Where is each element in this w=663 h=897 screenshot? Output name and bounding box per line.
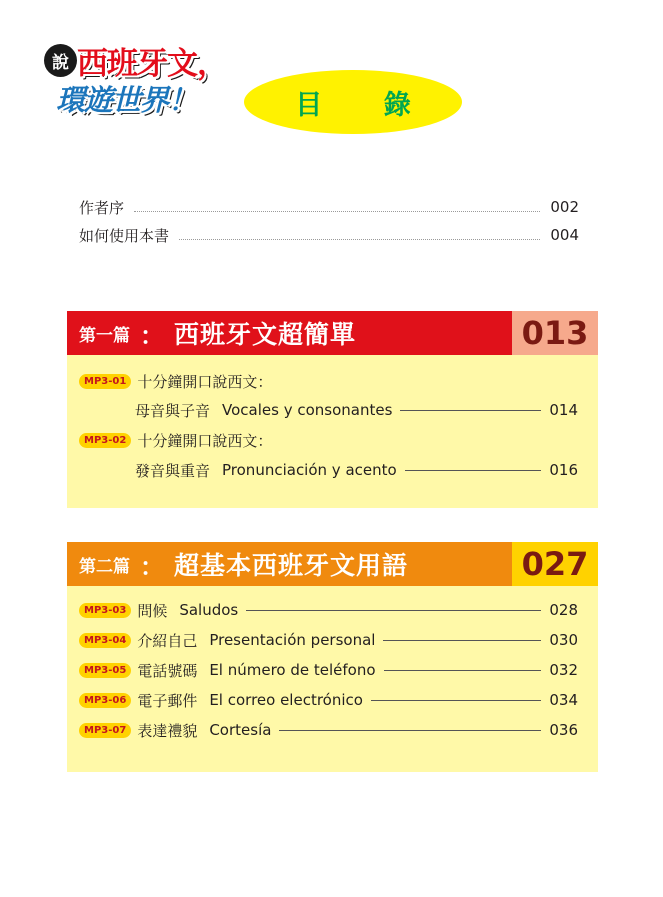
entry-title-es: Saludos — [179, 601, 239, 619]
section-header[interactable] — [67, 311, 598, 355]
leader-line — [279, 730, 541, 731]
entry-title-zh: 電子郵件 — [137, 691, 198, 710]
toc-entry[interactable] — [79, 688, 578, 712]
toc-label: 作者序 — [79, 198, 125, 217]
logo-badge: 說 — [44, 44, 77, 77]
toc-entry[interactable] — [79, 628, 578, 652]
leader-line — [405, 470, 542, 471]
section-title-bar — [67, 311, 512, 355]
entry-page-number: 032 — [549, 661, 578, 679]
logo-line-2: 環遊世界！ — [56, 83, 197, 117]
logo-line-1: 西班牙文， — [77, 46, 227, 82]
entry-page-number: 030 — [549, 631, 578, 649]
toc-entry[interactable] — [79, 458, 578, 482]
mp3-track-badge: MP3-02 — [79, 433, 131, 448]
entry-title-zh: 介紹自己 — [137, 631, 198, 650]
toc-entry[interactable] — [79, 658, 578, 682]
section-header[interactable] — [67, 542, 598, 586]
section-name: 西班牙文超簡單 — [174, 320, 357, 349]
book-logo — [44, 36, 244, 120]
section-name: 超基本西班牙文用語 — [174, 551, 409, 580]
entry-title-es: Pronunciación y acento — [222, 461, 397, 479]
page-title: 目 錄 — [295, 89, 437, 121]
entry-title-zh: 十分鐘開口說西文： — [137, 431, 273, 450]
section-title-bar — [67, 542, 512, 586]
dot-leader — [134, 211, 540, 212]
entry-page-number: 034 — [549, 691, 578, 709]
entry-title-es: El correo electrónico — [209, 691, 363, 709]
toc-entry[interactable] — [79, 398, 578, 422]
section-part-label: 第一篇 — [79, 325, 130, 346]
mp3-track-badge: MP3-04 — [79, 633, 131, 648]
entry-title-zh: 問候 — [137, 601, 168, 620]
entry-title-zh: 電話號碼 — [137, 661, 198, 680]
entry-page-number: 028 — [549, 601, 578, 619]
entry-title-es: El número de teléfono — [209, 661, 376, 679]
section-part-1 — [67, 311, 598, 508]
section-part-label: 第二篇 — [79, 556, 130, 577]
toc-entry[interactable] — [79, 718, 578, 742]
section-colon: ： — [140, 321, 164, 350]
mp3-track-badge: MP3-03 — [79, 603, 131, 618]
entry-title-es: Presentación personal — [209, 631, 376, 649]
section-page-number: 013 — [512, 311, 598, 355]
toc-page-number: 002 — [550, 198, 579, 216]
section-colon: ： — [140, 552, 164, 581]
entry-page-number: 016 — [549, 461, 578, 479]
leader-line — [371, 700, 541, 701]
dot-leader — [179, 239, 540, 240]
mp3-track-badge: MP3-06 — [79, 693, 131, 708]
section-page-number: 027 — [512, 542, 598, 586]
entry-title-es: Vocales y consonantes — [222, 401, 393, 419]
section-part-2 — [67, 542, 598, 772]
toc-row-preface[interactable] — [79, 196, 579, 218]
mp3-track-badge: MP3-01 — [79, 374, 131, 389]
toc-entry[interactable] — [79, 598, 578, 622]
toc-label: 如何使用本書 — [79, 226, 170, 245]
entry-title-zh: 表達禮貌 — [137, 721, 198, 740]
leader-line — [246, 610, 541, 611]
entry-page-number: 014 — [549, 401, 578, 419]
entry-title-zh: 發音與重音 — [135, 461, 211, 480]
entry-page-number: 036 — [549, 721, 578, 739]
entry-title-zh: 母音與子音 — [135, 401, 211, 420]
entry-title-zh: 十分鐘開口說西文： — [137, 372, 273, 391]
toc-entry[interactable] — [79, 369, 578, 393]
entry-title-es: Cortesía — [209, 721, 272, 739]
mp3-track-badge: MP3-07 — [79, 723, 131, 738]
toc-entry[interactable] — [79, 428, 578, 452]
toc-row-how-to-use[interactable] — [79, 224, 579, 246]
leader-line — [383, 640, 541, 641]
mp3-track-badge: MP3-05 — [79, 663, 131, 678]
toc-title-oval — [244, 70, 462, 134]
toc-page-number: 004 — [550, 226, 579, 244]
leader-line — [384, 670, 542, 671]
leader-line — [400, 410, 541, 411]
